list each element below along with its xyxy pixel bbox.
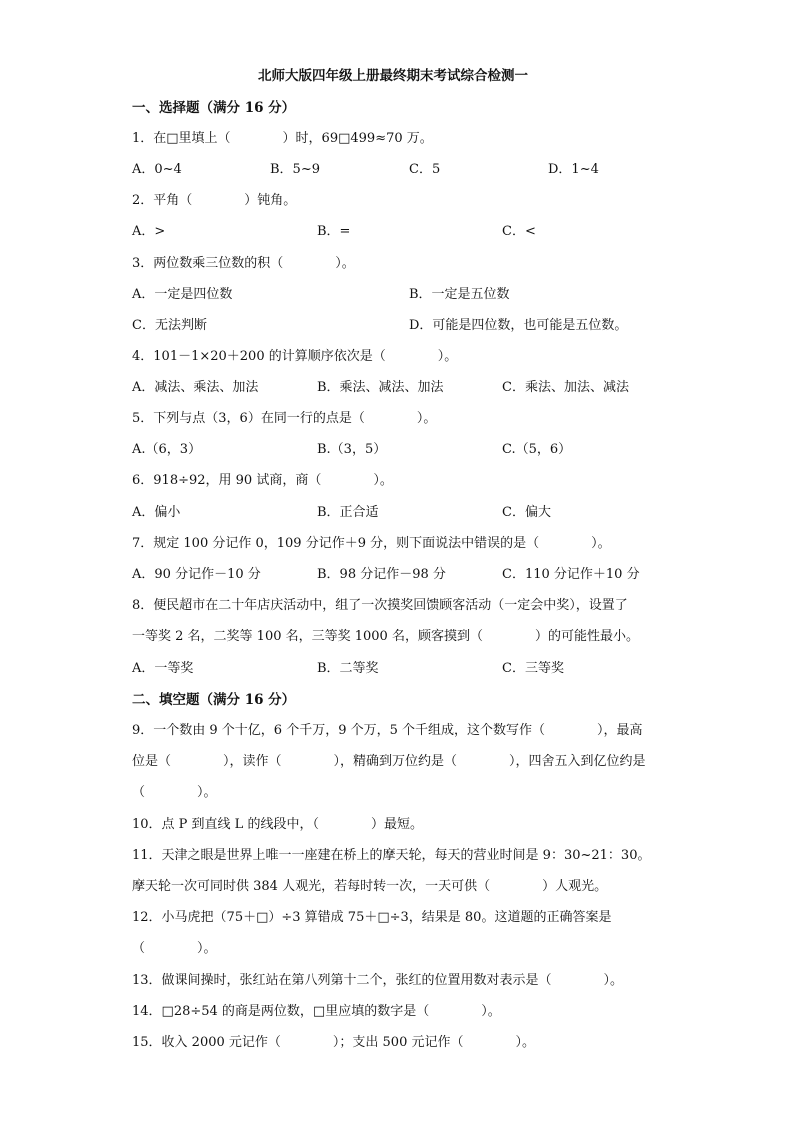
question-4-option-c: C．乘法、加法、减法 (502, 380, 629, 395)
question-2-option-b: B．= (317, 224, 351, 239)
question-11-line-2: 摩天轮一次可同时供 384 人观光，若每时转一次，一天可供（ ）人观光。 (132, 879, 608, 894)
section-1-heading: 一、选择题（满分 16 分） (132, 100, 296, 116)
question-4-option-b: B．乘法、减法、加法 (317, 380, 444, 395)
question-8-option-c: C．三等奖 (502, 661, 564, 676)
question-5-option-b: B.（3，5） (317, 442, 387, 457)
question-7-option-c: C．110 分记作＋10 分 (502, 567, 640, 582)
question-2-stem: 2．平角（ ）钝角。 (132, 193, 297, 208)
page-title: 北师大版四年级上册最终期末考试综合检测一 (258, 68, 528, 84)
question-3-option-a: A．一定是四位数 (132, 287, 233, 302)
question-1-option-a: A．0~4 (132, 162, 182, 177)
question-5-option-c: C.（5，6） (502, 442, 572, 457)
question-6-option-b: B．正合适 (317, 505, 379, 520)
question-12-line-2: （ ）。 (132, 941, 217, 956)
question-7-option-b: B．98 分记作－98 分 (317, 567, 446, 582)
question-10: 10．点 P 到直线 L 的线段中，（ ）最短。 (132, 817, 423, 832)
question-1-option-c: C．5 (409, 162, 441, 177)
question-1-option-d: D．1~4 (548, 162, 599, 177)
question-3-option-b: B．一定是五位数 (409, 287, 510, 302)
question-3-stem: 3．两位数乘三位数的积（ ）。 (132, 256, 355, 271)
question-9-line-1: 9．一个数由 9 个十亿，6 个千万，9 个万，5 个千组成，这个数写作（ ），最高 (132, 723, 643, 738)
question-5-option-a: A.（6，3） (132, 442, 202, 457)
question-9-line-3: （ ）。 (132, 785, 217, 800)
question-5-stem: 5．下列与点（3，6）在同一行的点是（ ）。 (132, 411, 437, 426)
question-6-stem: 6．918÷92，用 90 试商，商（ ）。 (132, 473, 393, 488)
question-3-option-d: D．可能是四位数，也可能是五位数。 (409, 318, 628, 333)
section-2-heading: 二、填空题（满分 16 分） (132, 692, 296, 708)
question-14: 14．□28÷54 的商是两位数，□里应填的数字是（ ）。 (132, 1004, 501, 1019)
question-2-option-c: C．< (502, 224, 536, 239)
question-15: 15．收入 2000 元记作（ ）；支出 500 元记作（ ）。 (132, 1035, 535, 1050)
question-8-option-a: A．一等奖 (132, 661, 194, 676)
question-7-option-a: A．90 分记作－10 分 (132, 567, 261, 582)
question-3-option-c: C．无法判断 (132, 318, 207, 333)
question-4-stem: 4．101－1×20＋200 的计算顺序依次是（ ）。 (132, 349, 458, 364)
question-9-line-2: 位是（ ），读作（ ），精确到万位约是（ ），四舍五入到亿位约是 (132, 754, 646, 769)
question-13: 13．做课间操时，张红站在第八列第十二个，张红的位置用数对表示是（ ）。 (132, 973, 624, 988)
question-11-line-1: 11．天津之眼是世界上唯一一座建在桥上的摩天轮，每天的营业时间是 9：30~21：30。 (132, 848, 651, 863)
question-6-option-c: C．偏大 (502, 505, 551, 520)
question-8-stem-line-1: 8．便民超市在二十年店庆活动中，组了一次摸奖回馈顾客活动（一定会中奖），设置了 (132, 598, 628, 613)
question-12-line-1: 12．小马虎把（75＋□）÷3 算错成 75＋□÷3，结果是 80。这道题的正确答案是 (132, 910, 612, 925)
question-8-stem-line-2: 一等奖 2 名，二奖等 100 名，三等奖 1000 名，顾客摸到（ ）的可能性最小。 (132, 629, 639, 644)
question-2-option-a: A．> (132, 224, 166, 239)
question-1-stem: 1．在□里填上（ ）时，69□499≈70 万。 (132, 131, 433, 146)
question-6-option-a: A．偏小 (132, 505, 181, 520)
question-4-option-a: A．减法、乘法、加法 (132, 380, 259, 395)
question-7-stem: 7．规定 100 分记作 0，109 分记作＋9 分，则下面说法中错误的是（ ）。 (132, 536, 611, 551)
question-1-option-b: B．5~9 (270, 162, 320, 177)
question-8-option-b: B．二等奖 (317, 661, 379, 676)
